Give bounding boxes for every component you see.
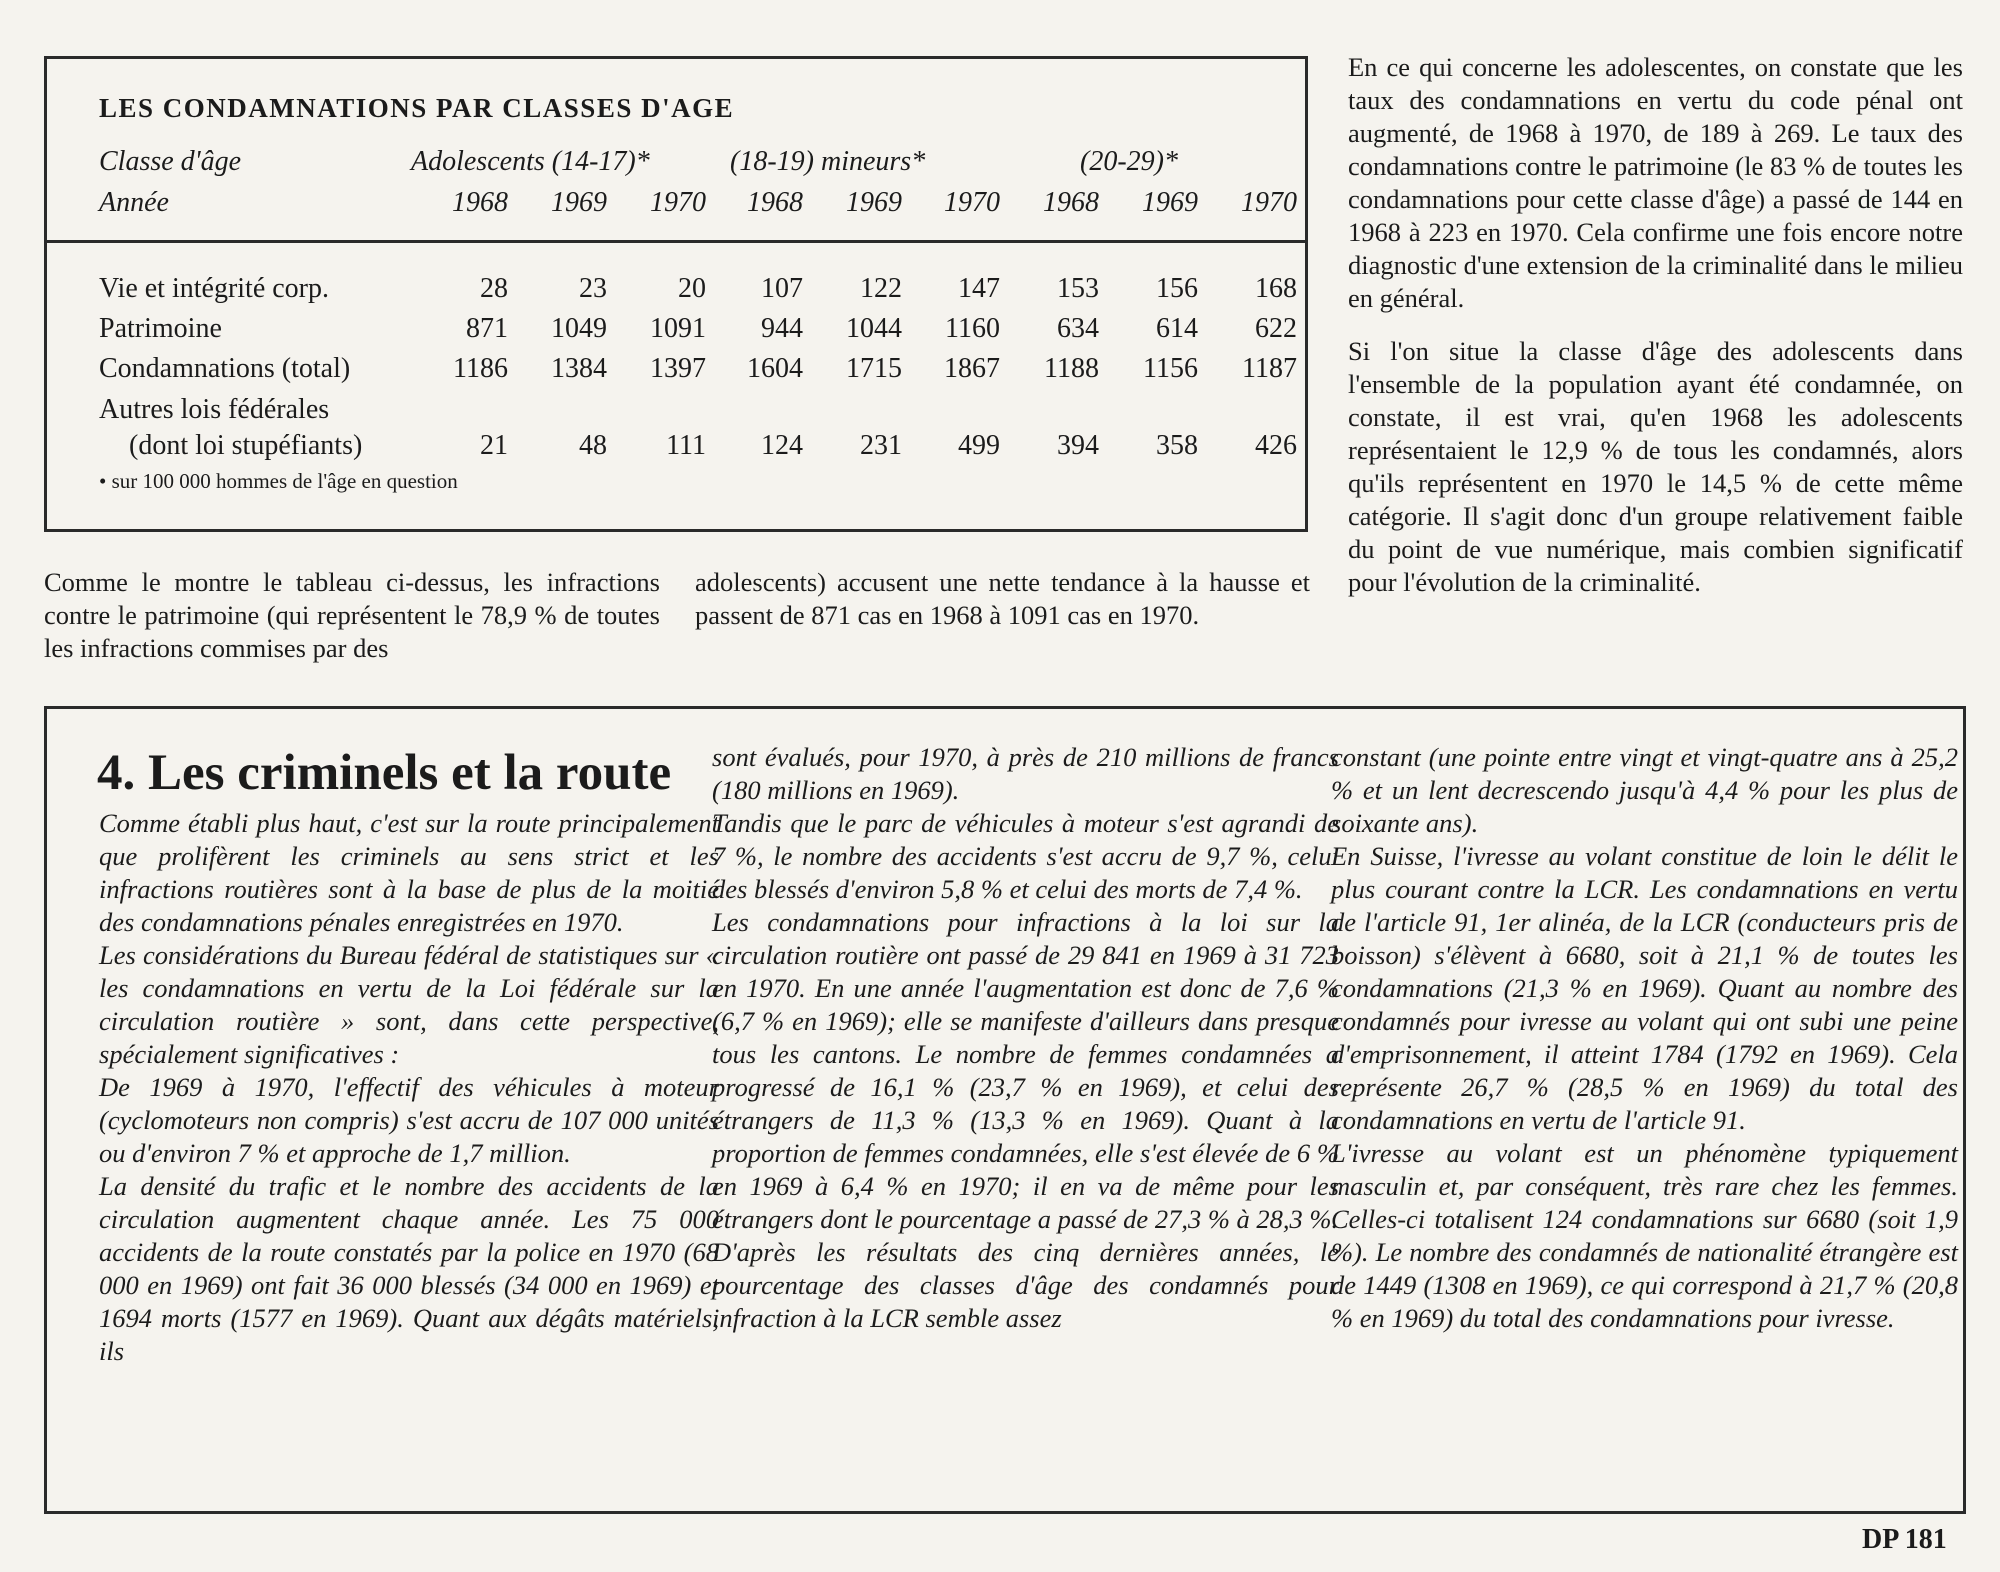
section-column-1 [99,807,719,1368]
table-cell: 1044 [846,313,902,344]
table-cell: 394 [1057,430,1099,461]
row-label: Condamnations (total) [99,353,351,384]
year-header: 1969 [551,187,607,218]
table-cell: 871 [466,313,508,344]
year-header: 1968 [1043,187,1099,218]
group-header: (18-19) mineurs* [730,146,926,177]
table-year-header [47,187,1305,227]
table-cell: 147 [958,273,1000,304]
paragraph: sont évalués, pour 1970, à près de 210 millions de francs (180 millions en 1969). [712,742,1339,805]
table-cell: 156 [1156,273,1198,304]
table-cell: 1604 [747,353,803,384]
paragraph: Les condamnations pour infractions à la loi sur la circulation routière ont passé de 29 841 en 1969 à 31 723 en 1970. En une année l'augmentation est donc de 7,6 % (6,7 % en 1969); elle se manifeste d'ailleurs dans presque tous les cantons. Le nombre de femmes condamnées a progressé de 16,1 % (23,7 % en 1969), et celui des étrangers de 11,3 % (13,3 % en 1969). Quant à la proportion de femmes condamnées, elle s'est élevée de 6 % en 1969 à 6,4 % en 1970; il en va de même pour les étrangers dont le pourcentage a passé de 27,3 % à 28,3 %. [712,907,1339,1234]
table-cell: 358 [1156,430,1198,461]
paragraph: Si l'on situe la classe d'âge des adolescents dans l'ensemble de la population ayant été condamnée, on constate, il est vrai, qu'en 1968 les adolescents représentaient le 12,9 % de tous les condamnés, alors qu'ils représentent en 1970 le 14,5 % de cette même catégorie. Il s'agit donc d'un groupe relativement faible du point de vue numérique, mais combien significatif pour l'évolution de la criminalité. [1348,336,1963,597]
year-header: 1969 [846,187,902,218]
table-row [47,313,1305,353]
table-cell: 1397 [650,353,706,384]
table-cell: 124 [761,430,803,461]
section-title: 4. Les criminels et la route [97,745,672,801]
table-cell: 634 [1057,313,1099,344]
row-label: Vie et intégrité corp. [99,273,330,304]
text-column-c [1348,51,1963,599]
table-cell: 21 [480,430,508,461]
year-header: 1969 [1142,187,1198,218]
table-cell: 20 [678,273,706,304]
paragraph: En Suisse, l'ivresse au volant constitue de loin le délit le plus courant contre la LCR. Les condamnations en vertu de l'article 91, 1er alinéa, de la LCR (conducteurs pris de boisson) s'élèvent à 6680, soit à 21,1 % de toutes les condamnations (21,3 % en 1969). Quant au nombre des condamnés pour ivresse au volant qui ont subi une peine d'emprisonnement, il atteint 1784 (1792 en 1969). Cela représente 26,7 % (28,5 % en 1969) du total des condamnations en vertu de l'article 91. [1331,841,1958,1135]
table-cell: 944 [761,313,803,344]
paragraph: L'ivresse au volant est un phénomène typiquement masculin et, par conséquent, très rare chez les femmes. Celles-ci totalisent 124 condamnations sur 6680 (soit 1,9 %). Le nombre des condamnés de nationalité étrangère est de 1449 (1308 en 1969), ce qui correspond à 21,7 % (20,8 % en 1969) du total des condamnations pour ivresse. [1331,1138,1958,1333]
table-cell: 28 [480,273,508,304]
table-row [47,394,1305,470]
text-column-b [695,566,1310,632]
table-cell: 1091 [650,313,706,344]
section-column-3 [1331,741,1958,1335]
page-number: DP 181 [1862,1524,1947,1555]
table-cell: 1160 [945,313,1000,344]
table-cell: 1867 [944,353,1000,384]
section-column-2 [712,741,1339,1335]
table-header-rule [47,240,1305,243]
age-class-table [44,56,1308,532]
class-label: Classe d'âge [99,146,242,177]
year-header: 1970 [1241,187,1297,218]
table-cell: 1187 [1242,353,1297,384]
year-header: 1968 [747,187,803,218]
row-label: Patrimoine [99,313,222,344]
table-group-header [47,146,1305,186]
year-header: 1970 [650,187,706,218]
table-cell: 614 [1156,313,1198,344]
table-cell: 231 [860,430,902,461]
table-cell: 1156 [1143,353,1198,384]
table-cell: 1715 [846,353,902,384]
table-footnote: • sur 100 000 hommes de l'âge en question [99,469,458,493]
table-cell: 168 [1255,273,1297,304]
table-cell: 622 [1255,313,1297,344]
table-cell: 499 [958,430,1000,461]
year-label: Année [99,187,169,218]
table-cell: 1188 [1044,353,1099,384]
paragraph: Tandis que le parc de véhicules à moteur s'est agrandi de 7 %, le nombre des accidents s'est accru de 9,7 %, celui des blessés d'environ 5,8 % et celui des morts de 7,4 %. [712,808,1339,904]
table-cell: 111 [666,430,706,461]
paragraph: constant (une pointe entre vingt et vingt-quatre ans à 25,2 % et un lent decrescendo jusqu'à 4,4 % pour les plus de soixante ans). [1331,742,1958,838]
table-cell: 1049 [551,313,607,344]
section-box [44,706,1966,1514]
paragraph: Comme établi plus haut, c'est sur la route principalement que prolifèrent les criminels au sens strict et les infractions routières sont à la base de plus de la moitié des condamnations pénales enregistrées en 1970. [99,808,719,937]
paragraph: Les considérations du Bureau fédéral de statistiques sur « les condamnations en vertu de la Loi fédérale sur la circulation routière » sont, dans cette perspective, spécialement significatives : [99,940,719,1069]
paragraph: Comme le montre le tableau ci-dessus, les infractions contre le patrimoine (qui représentent le 78,9 % de toutes les infractions commises par des [44,567,660,663]
paragraph: La densité du trafic et le nombre des accidents de la circulation augmentent chaque année. Les 75 000 accidents de la route constatés par la police en 1970 (68 000 en 1969) ont fait 36 000 blessés (34 000 en 1969) et 1694 morts (1577 en 1969). Quant aux dégâts matériels, ils [99,1171,719,1366]
table-cell: 48 [579,430,607,461]
row-sublabel: (dont loi stupéfiants) [129,430,363,461]
year-header: 1968 [452,187,508,218]
paragraph: De 1969 à 1970, l'effectif des véhicules à moteur (cyclomoteurs non compris) s'est accru de 107 000 unités ou d'environ 7 % et approche de 1,7 million. [99,1072,719,1168]
table-title: LES CONDAMNATIONS PAR CLASSES D'AGE [99,93,735,123]
table-cell: 107 [761,273,803,304]
group-header: (20-29)* [1080,146,1178,177]
table-cell: 426 [1255,430,1297,461]
year-header: 1970 [944,187,1000,218]
paragraph: adolescents) accusent une nette tendance à la hausse et passent de 871 cas en 1968 à 1091 cas en 1970. [695,567,1310,630]
table-cell: 122 [860,273,902,304]
table-cell: 153 [1057,273,1099,304]
paragraph: D'après les résultats des cinq dernières années, le pourcentage des classes d'âge des condamnés pour infraction à la LCR semble assez [712,1237,1339,1333]
row-label: Autres lois fédérales [99,394,330,425]
paragraph: En ce qui concerne les adolescentes, on constate que les taux des condamnations en vertu du code pénal ont augmenté, de 1968 à 1970, de 189 à 269. Le taux des condamnations contre le patrimoine (le 83 % de toutes les condamnations pour cette classe d'âge) a passé de 144 en 1968 à 223 en 1970. Cela confirme une fois encore notre diagnostic d'une extension de la criminalité dans le milieu en général. [1348,52,1963,313]
table-cell: 1384 [551,353,607,384]
group-header: Adolescents (14-17)* [411,146,650,177]
table-row [47,273,1305,313]
table-cell: 23 [579,273,607,304]
table-row [47,353,1305,393]
text-column-a [44,566,660,665]
table-cell: 1186 [453,353,508,384]
